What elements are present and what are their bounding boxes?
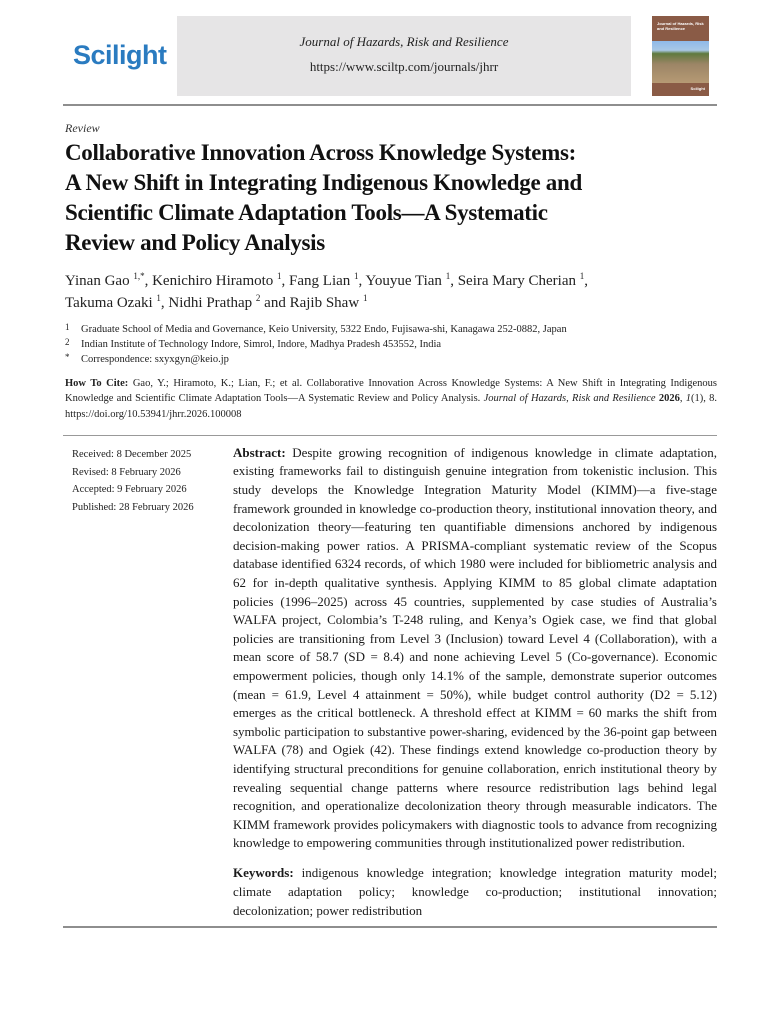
author-line	[65, 270, 717, 292]
cite-label: How To Cite:	[65, 378, 129, 389]
affiliation: 2 Indian Institute of Technology Indore, Simrol, Indore, Madhya Pradesh 453552, India	[65, 337, 442, 350]
author-name: Seira Mary Cherian	[457, 273, 576, 289]
author-name: Yinan Gao	[65, 273, 130, 289]
correspondence: * Correspondence: sxyxgyn@keio.jp	[65, 352, 229, 365]
affiliation-text: Graduate School of Media and Governance, Keio University, 5322 Endo, Fujisawa-shi, Kanagawa 252-0882, Japan	[81, 324, 567, 335]
footer-divider	[63, 926, 717, 928]
author-separator: ,	[144, 273, 153, 289]
author-separator: ,	[450, 273, 458, 289]
title-line: Scientific Climate Adaptation Tools—A Systematic	[65, 200, 548, 225]
author-affil-mark: 1	[579, 271, 585, 281]
author-separator: ,	[160, 295, 169, 311]
author-name: Nidhi Prathap	[168, 295, 253, 311]
author-affil-mark: 1,*	[133, 271, 145, 281]
article-dates	[65, 444, 233, 920]
abstract-text: Despite growing recognition of indigenous knowledge in climate adaptation, existing frameworks fail to distinguish genuine integration from tokenistic inclusion. This study develops the Knowledge Integration Maturity Model (KIMM)—a five-stage framework grounded in knowledge co-production theory, institutional innovation theory, and decolonization theory—featuring ten quantifiable dimensions anchored by indigenous decision-making power ratios. A PRISMA-compliant systematic review of the Scopus database identified 6324 records, of which 1980 were included for bibliometric analysis and 62 for in-depth qualitative synthesis. Applying KIMM to 85 global climate adaptation policies (1996–2025) across 45 countries, supplemented by case studies of Australia’s WALFA project, Colombia’s T-248 ruling, and Kenya’s Ogiek case, we find that global policies are transitioning from Level 3 (Inclusion) toward Level 4 (Collaboration), with a mean score of 58.7 (SD = 8.4) and none achieving Level 5 (Co-governance). Economic empowerment policies, though only 14.1% of the sample, demonstrate superior outcomes (mean = 61.9, Level 4 attainment = 50%), while budget control authority (D2 = 5.12) emerges as the critical bottleneck. A threshold effect at KIMM = 60 marks the shift from symbolic participation to substantive power-sharing, evidenced by the 36-point gap between WALFA (78) and Ogiek (42). These findings extend knowledge co-production theory by identifying structural preconditions for genuine collaboration, enrich institutional theory by revealing sequential change patterns where resource redistribution lags behind legal recognition, and operationalize decolonization theory through measurable indicators. The KIMM framework provides policymakers with diagnostic tools to advance from recognizing knowledge to empowering communities through institutionalized power redistribution.	[233, 444, 717, 851]
cite-volume: 1	[685, 393, 691, 405]
journal-cover-image	[652, 16, 709, 96]
abstract-section	[65, 444, 717, 920]
header-divider	[63, 104, 717, 106]
author-affil-mark: 1	[445, 271, 451, 281]
date-published: Published: 28 February 2026	[72, 502, 194, 513]
affiliation-list	[65, 322, 717, 367]
title-line: A New Shift in Integrating Indigenous Knowledge and	[65, 170, 582, 195]
author-name: Kenichiro Hiramoto	[152, 273, 274, 289]
affiliation: 1 Graduate School of Media and Governance, Keio University, 5322 Endo, Fujisawa-shi, Kanagawa 252-0882, Japan	[65, 322, 567, 335]
author	[290, 295, 368, 311]
author-affil-mark: 1	[362, 293, 368, 303]
cite-doi[interactable]: , 8. https://doi.org/10.53941/jhrr.2026.100008	[65, 393, 718, 420]
author	[152, 273, 289, 289]
cover-publisher: Scilight	[690, 86, 705, 91]
author-name: Fang Lian	[289, 273, 351, 289]
author-separator: ,	[584, 273, 588, 289]
keywords	[233, 864, 717, 920]
cite-text: Gao, Y.; Hiramoto, K.; Lian, F.; et al. Collaborative Innovation Across Knowledge Systems: A New Shift in Integrating Indigenous Knowledge and Scientific Climate Adaptation Tools—A Systematic Review and Policy Analysis.	[65, 378, 717, 405]
section-divider	[63, 435, 717, 436]
article-title	[65, 138, 717, 258]
correspondence-text[interactable]: Correspondence: sxyxgyn@keio.jp	[81, 354, 229, 365]
author	[65, 295, 168, 311]
cover-photo	[652, 41, 709, 83]
author-affil-mark: 1	[156, 293, 161, 303]
author	[65, 273, 152, 289]
author-separator: ,	[281, 273, 290, 289]
publisher-logo: Scilight	[73, 40, 167, 70]
author-list	[65, 270, 717, 314]
date-received: Received: 8 December 2025	[72, 448, 192, 460]
author-separator: ,	[358, 273, 366, 289]
keywords-label: Keywords:	[233, 864, 294, 880]
journal-name: Journal of Hazards, Risk and Resilience	[299, 34, 509, 49]
author-affil-mark: 1	[354, 271, 359, 281]
cite-journal: Journal of Hazards, Risk and Resilience	[483, 393, 656, 405]
abstract	[233, 444, 717, 853]
journal-header	[177, 16, 631, 96]
author-affil-mark: 1	[277, 271, 282, 281]
author	[366, 273, 458, 289]
title-line: Review and Policy Analysis	[65, 230, 325, 255]
author-affil-mark: 2	[255, 293, 261, 303]
article-front-matter	[65, 120, 717, 928]
author	[289, 273, 365, 289]
affiliation-text: Indian Institute of Technology Indore, Simrol, Indore, Madhya Pradesh 453552, India	[81, 339, 442, 350]
author	[458, 273, 588, 289]
cover-title: Journal of Hazards, Risk and Resilience	[657, 21, 704, 31]
journal-url[interactable]: https://www.sciltp.com/journals/jhrr	[309, 59, 499, 74]
cite-year: 2026	[658, 393, 680, 405]
author-line	[65, 292, 717, 314]
author-name: Rajib Shaw	[289, 295, 360, 311]
keywords-text: indigenous knowledge integration; knowledge integration maturity model; climate adaptation policy; knowledge co-production; institutional innovation; decolonization; power redistribution	[233, 864, 718, 918]
cite-issue: (1)	[691, 393, 704, 405]
author-separator: and	[260, 295, 290, 311]
article-type: Review	[65, 121, 100, 135]
author-name: Youyue Tian	[365, 273, 442, 289]
author	[168, 295, 289, 311]
abstract-column	[233, 444, 717, 920]
title-line: Collaborative Innovation Across Knowledge Systems:	[65, 140, 577, 165]
abstract-label: Abstract:	[233, 444, 286, 460]
how-to-cite: How To Cite: Gao, Y.; Hiramoto, K.; Lian, F.; et al. Collaborative Innovation Across Knowledge Systems: A New Shift in Integrating Indigenous Knowledge and Scientific Climate Adaptation Tools—A Systematic Review and Policy Analysis. Journal of Hazards, Risk and Resilience 2026, 1(1), 8. https://doi.org/10.53941/jhrr.2026.100008	[65, 378, 718, 420]
date-accepted: Accepted: 9 February 2026	[72, 484, 187, 496]
author-name: Takuma Ozaki	[65, 295, 153, 311]
date-revised: Revised: 8 February 2026	[72, 466, 181, 478]
